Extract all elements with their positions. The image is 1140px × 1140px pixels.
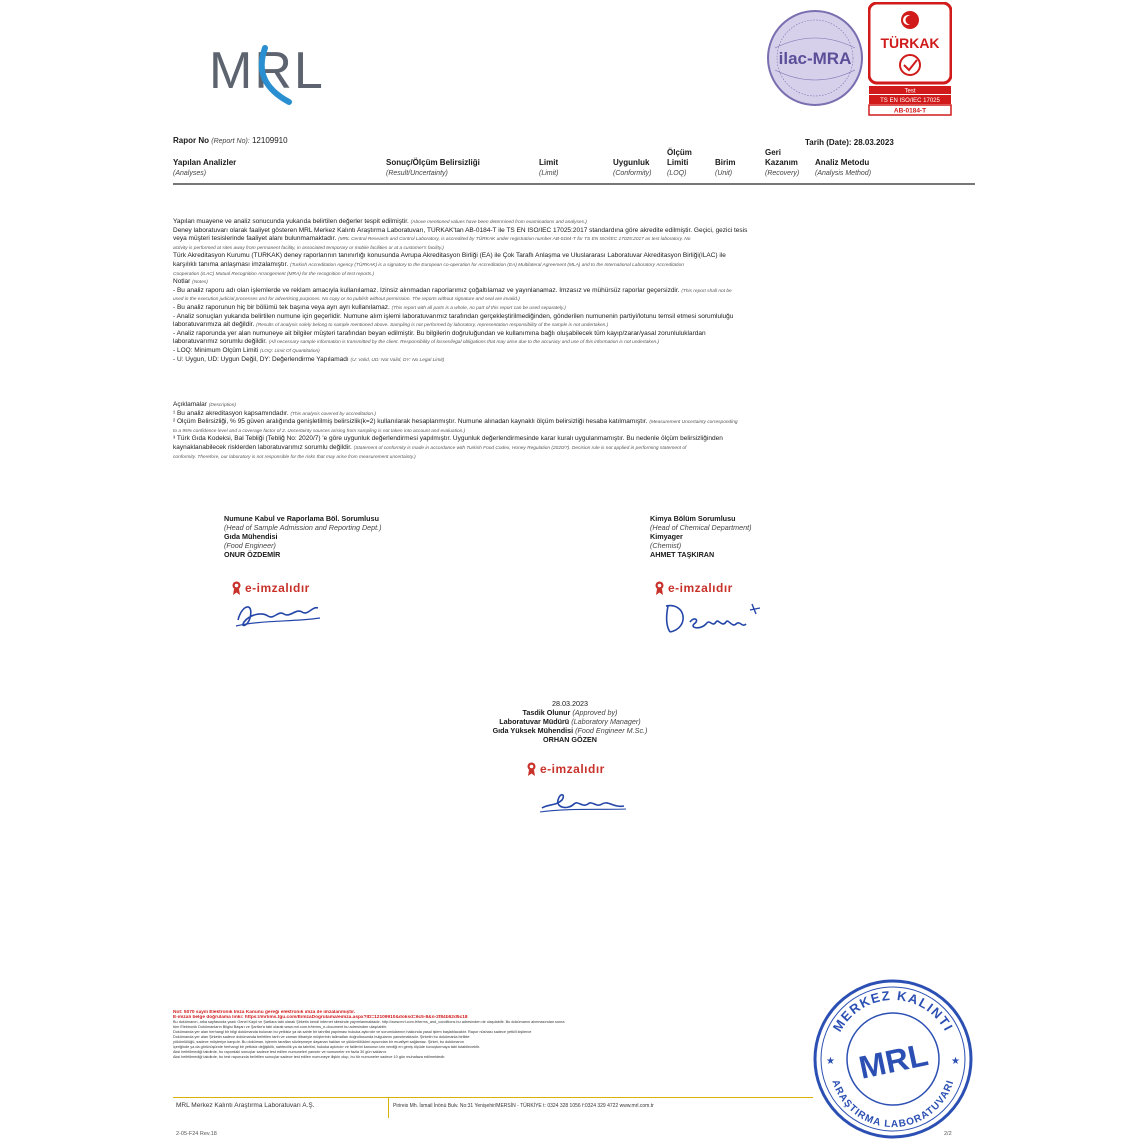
note-en: used in the execution judicial processes and for advertising purposes. No copy or no publish without permission. The reports without signature and seal are invalid.)	[173, 297, 520, 303]
sig-center-name: ORHAN GÖZEN	[543, 735, 597, 744]
col-analyses-tr: Yapılan Analizler	[173, 158, 237, 167]
note-line	[173, 321, 973, 330]
col-method	[815, 158, 871, 179]
desc-text: ³ Türk Gıda Kodeksi, Bal Tebliği (Tebliğ No: 2020/7) 'e göre uygunluk değerlendirmesi yapılmıştır. Uygunluk değerlendirmesinde karar kuralı uygulanmamıştır. Bu nedenle ölçüm belirsizliğinden	[173, 435, 723, 443]
ribbon-icon	[232, 581, 241, 595]
col-conformity-tr: Uygunluk	[613, 158, 650, 167]
sig-right-name: AHMET TAŞKIRAN	[650, 550, 715, 559]
col-result	[386, 158, 480, 179]
col-result-tr: Sonuç/Ölçüm Belirsizliği	[386, 158, 480, 167]
notes-block	[173, 218, 973, 364]
note-line	[173, 244, 973, 253]
form-code: 2-05-F24 Rev.18	[176, 1131, 217, 1137]
note-text: Yapılan muayene ve analiz sonucunda yukarıda belirtilen değerler tespit edilmiştir.	[173, 218, 409, 225]
footer-rule	[173, 1097, 813, 1098]
report-no-label: Rapor No	[173, 136, 209, 145]
note-en: (MRL Central Research and Control Laboratory, is accredited by TÜRKAK under registration number AB-0184-T for TS EN ISO/IEC 17025:2017 as test laboratory. No	[338, 237, 691, 243]
desc-en: (Measurement Uncertainty corresponding	[649, 420, 738, 426]
desc-text: ¹ Bu analiz akreditasyon kapsamındadır.	[173, 409, 289, 417]
report-no-value: 12109910	[251, 136, 288, 145]
note-line	[173, 356, 973, 365]
page-number: 2/2	[944, 1131, 952, 1137]
note-text: karşılıklı tanıma anlaşması imzalamıştır.	[173, 260, 289, 268]
desc-en: to a 95% confidence level and a coverage factor of 2. Uncertainty sources arising from sampling is not taken into account and evaluation.)	[173, 428, 466, 434]
desc-line	[173, 444, 973, 453]
esig-badge-right	[655, 581, 733, 595]
star-icon: ★	[951, 1056, 960, 1067]
col-analyses	[173, 158, 236, 179]
col-unit	[715, 158, 735, 179]
note-en: (LOQ: Limit Of Quantitation)	[260, 348, 320, 354]
note-en: (This report shall not be	[681, 288, 732, 294]
col-conformity-en: (Conformity)	[613, 170, 652, 177]
results-table-header	[173, 148, 975, 182]
note-en: (This report with all parts is a whole, no part of this report can be used separately.)	[391, 305, 566, 311]
description-title	[173, 401, 973, 410]
footer-fine-line: yükümlülüğü, sadece müşteriye karşıdır. Bu doküman, işlemin tarafları sözleşmeye dayanan hakları ve yükümlülükleri açısından bir muafiyet sağlamaz. Şirket, bu dokümanın	[173, 1040, 464, 1044]
note-text: - LOQ: Minimum Ölçüm Limiti	[173, 346, 259, 354]
ilac-mra-logo	[765, 8, 865, 108]
footer-fine-line: Dokümanda yer alan Şirketin sadece dokümanda belirtilen tarih ve zaman itibariyle müşterinin talimatları doğrultusunda bulgularını yansıtmaktadır. Şirketin bu dokümanla birlikte	[173, 1035, 470, 1039]
note-text: veya müşteri tesislerinde faaliyet alanı bulunmamaktadır.	[173, 235, 337, 243]
sig-left-title: Gıda Mühendisi	[224, 532, 278, 541]
handwritten-signature-left	[232, 598, 324, 632]
footer-verify-link: E-imzalı belge doğrulama linki: https://mrlims.tgu.com/EimzaDogrulama/eimza.aspx?ID=12109910&doksd=6c5-8&n-2f84b52d5c18	[173, 1015, 468, 1020]
footer-fine-line: içeriğinde ya da görünüşünde herhangi bir yetkisiz değişiklik, sahtecilik ya da tahrifat, hukuka aykırıdır ve faillerini kanunun izin verdiği en geniş ölçüde kovuşturmaya tabi tutabilecektir.	[173, 1045, 481, 1049]
esig-badge-center	[527, 762, 605, 776]
approval-label: Tasdik Olunur	[522, 708, 571, 717]
desc-title-en: (Description)	[208, 403, 236, 408]
col-limit	[539, 158, 558, 179]
desc-line	[173, 427, 973, 436]
note-line	[173, 278, 973, 287]
col-recovery-en: (Recovery)	[765, 170, 800, 177]
footer-fine-line: Dokümanda yer alan herhangi bir bilgi dokümanda bulunan bu yetkisiz ya da sahte bir tahrifat yapılması hukuka aykırıdır ve sorumlularının hakkında yasal işlem başlatılacaktır. Rapor nüshası sadece yetkili kişilerce	[173, 1030, 532, 1034]
turkak-logo	[868, 2, 952, 120]
turkak-std: TS EN ISO/IEC 17025	[880, 98, 940, 104]
note-line	[173, 330, 973, 339]
note-text: laboratuvarımız sorumlu değildir.	[173, 338, 267, 346]
note-en: (Notes)	[192, 280, 208, 286]
desc-line	[173, 410, 973, 419]
note-line	[173, 347, 973, 356]
company-stamp	[812, 978, 974, 1140]
col-conformity	[613, 158, 652, 179]
sig-center-role: Laboratuvar Müdürü	[499, 717, 570, 726]
report-date	[805, 138, 894, 148]
note-line	[173, 313, 973, 322]
desc-line	[173, 453, 973, 462]
desc-en: conformity. Therefore, our laboratory is not responsible for the risks that may arise from measurement uncertainty.)	[173, 454, 416, 460]
note-line	[173, 227, 973, 236]
note-line	[173, 252, 973, 261]
col-unit-tr: Birim	[715, 158, 736, 167]
esig-label: e-imzalıdır	[245, 581, 310, 595]
sig-left-role-en: (Head of Sample Admission and Reporting Dept.)	[224, 523, 382, 532]
sig-right-title-en: (Chemist)	[650, 541, 682, 550]
footer-divider	[388, 1098, 389, 1118]
note-text: Notlar	[173, 278, 191, 286]
note-line	[173, 295, 973, 304]
sig-right-title: Kimyager	[650, 532, 683, 541]
note-en: (U: Valid, UD: Not Valid, DY: No Legal Limit)	[350, 357, 445, 363]
sig-right-role: Kimya Bölüm Sorumlusu	[650, 514, 736, 523]
sig-center-role-en: (Laboratory Manager)	[571, 717, 641, 726]
note-en: (Above mentioned values have been determined from examinations and analyses.)	[410, 220, 587, 225]
esig-badge-left	[232, 581, 310, 595]
desc-line	[173, 418, 973, 427]
desc-title-text: Açıklamalar	[173, 401, 207, 408]
ilac-mra-text: ilac-MRA	[778, 49, 852, 68]
note-text: - U: Uygun, UD: Uygun Değil, DY: Değerlendirme Yapılamadı	[173, 355, 349, 363]
note-line	[173, 218, 973, 227]
note-en: (Results of analysis solely belong to sample mentioned above. Sampling is not performed by laboratory, representation responsibility of the sample is not undertaken.)	[256, 323, 609, 329]
col-result-en: (Result/Uncertainty)	[386, 170, 448, 177]
col-recovery-tr: Geri Kazanım	[765, 148, 798, 167]
mrl-logo-text: MRL	[209, 42, 325, 100]
signature-right	[650, 514, 751, 559]
note-en: (Turkish Accreditation Agency (TÜRKAK) is a signatory to the European co-operation for Accreditation (EA) Multilateral Agreement (MLA) and to the International Laboratory Accreditation	[290, 262, 684, 268]
note-line	[173, 287, 973, 296]
note-text: Deney laboratuvarı olarak faaliyet gösteren MRL Merkez Kalıntı Araştırma Laboratuvarı, TÜRKAK'tan AB-0184-T ile TS EN ISO/IEC 17025:2017 standardına göre akredite edilmiştir. Geçici, gezici tesis	[173, 226, 748, 234]
col-loq-tr: Ölçüm Limiti	[667, 148, 692, 167]
header-rule	[173, 183, 975, 185]
mrl-logo	[205, 30, 335, 110]
footer-fine-line: Bu dokümanın, arka sayfasında yazılı Genel Kayıt ve Şartlara tabi olarak Şirketin kendi internet sitesinde yayımlanmaktadır. http://www.mrl.com.tr/terms_and_conditions bu adresinden de ulaşılabilir. Bu dokümanın alınmasından sonra	[173, 1020, 565, 1024]
sig-left-role: Numune Kabul ve Raporlama Böl. Sorumlusu	[224, 514, 379, 523]
sig-center-title: Gıda Yüksek Mühendisi	[492, 726, 574, 735]
approval-label-en: (Approved by)	[572, 708, 618, 717]
note-text: - Analiz sonuçları yukarıda belirtilen numune için geçerlidir. Numune alım işlemi laboratuvarımız tarafından gerçekleştirilmediğinden, gönderilen numunenin partiyi/lotunu temsil etmesi sorumluluğu	[173, 312, 734, 320]
col-recovery	[765, 148, 809, 179]
handwritten-signature-right	[660, 598, 770, 638]
footer-address: Pirireis Mh. İsmail İnönü Bulv. No:31 Yenişehir/MERSİN - TÜRKİYE t: 0324 328 1056 f:0324 329 4722 www.mrl.com.tr	[393, 1103, 654, 1109]
footer-fine-line: tüm Elektronik Dokümanların Bilgisi Başarı ve Şartlar'a tabi olarak www.mrl.com.tr/terms_e-document bu adresinden ulaşılabilir.	[173, 1025, 388, 1029]
ribbon-icon	[655, 581, 664, 595]
note-en: (All necessary sample information is transmitted by the client. Responsibility of losses/legal obligations that may arise due to the accuracy and use of this information is not undertaken.)	[268, 340, 660, 346]
col-unit-en: (Unit)	[715, 170, 733, 177]
desc-en: (Statement of conformity is made in accordance with Turkish Food Codex, Honey Regulation (2020/7). Decision rule is not applied in performing statement of	[353, 445, 687, 451]
col-limit-tr: Limit	[539, 158, 559, 167]
description-block	[173, 401, 973, 461]
footer-fine-line: Aksi belirtilmediği takdirde, bu rapordaki sonuçlar sadece test edilen numuneleri yansıtır ve numuneler en fazla 30 gün saklanır.	[173, 1050, 387, 1054]
footer-esign-note: Not: 5070 sayılı Elektronik İmza Kanunu gereği elektronik imza ile imzalanmıştır.	[173, 1010, 356, 1015]
note-line	[173, 261, 973, 270]
ribbon-icon	[527, 762, 536, 776]
note-text: laboratuvarımıza ait değildir.	[173, 321, 255, 329]
stamp-center-text: MRL	[855, 1036, 932, 1086]
col-limit-en: (Limit)	[539, 170, 559, 177]
note-line	[173, 338, 973, 347]
footer-legal	[173, 1010, 813, 1060]
footer-fine-line: Aksi belirtilmediği takdirde, bu test raporunda belirtilen sonuçlar sadece test edilen numuneye ilişkin olup, bu tür numuneler sadece 10 gün muhafaza edilmektedir.	[173, 1055, 446, 1059]
sig-right-role-en: (Head of Chemical Department)	[650, 523, 752, 532]
note-text: - Bu analiz raporu adı olan işlemlerde ve reklam amacıyla kullanılamaz. İzinsiz alınmadan raporlarımız çoğaltılamaz ve yayınlanamaz. İmzasız ve mühürsüz raporlar geçersizdir.	[173, 286, 680, 294]
desc-en: (This analysis covered by accreditation.)	[290, 411, 377, 417]
signature-center	[380, 699, 760, 744]
stamp-top-text: MERKEZ KALINTI	[829, 987, 957, 1035]
col-analyses-en: (Analyses)	[173, 170, 207, 177]
report-number-row	[173, 136, 288, 147]
report-no-label-en: (Report No):	[211, 138, 250, 145]
handwritten-signature-center	[538, 782, 628, 816]
report-date-label: Tarih (Date): 28.03.2023	[805, 138, 894, 147]
turkak-name: TÜRKAK	[880, 35, 940, 51]
turkak-no: AB-0184-T	[893, 107, 927, 115]
signature-left	[224, 514, 382, 559]
col-method-en: (Analysis Method)	[815, 170, 872, 177]
note-line	[173, 270, 973, 279]
esig-label: e-imzalıdır	[668, 581, 733, 595]
approval-date: 28.03.2023	[552, 699, 588, 708]
note-text: - Analiz raporunda yer alan numuneye ait bilgiler müşteri tarafından beyan edilmiştir. Bu bilgilerin doğruluğundan ve kullanımına bağlı oluşabilecek tüm kayıp/zarar/yasal zorunluluklardan	[173, 329, 706, 337]
sig-left-title-en: (Food Engineer)	[224, 541, 276, 550]
desc-text: ² Ölçüm Belirsizliği, % 95 güven aralığında genişletilmiş belirsizlik(k=2) kullanılarak hesaplanmıştır. Numune alınadan kaynaklı ölçüm belirsizliği hesaba katılmamıştır.	[173, 418, 648, 426]
note-line	[173, 304, 973, 313]
turkak-test: Test	[904, 88, 916, 95]
esig-label: e-imzalıdır	[540, 762, 605, 776]
stamp-bottom-text: ARAŞTIRMA LABORATUVARI	[829, 1078, 957, 1131]
desc-text: kaynaklanabilecek risklerden laboratuvarımız sorumlu değildir.	[173, 443, 352, 451]
note-line	[173, 235, 973, 244]
star-icon: ★	[826, 1056, 835, 1067]
note-en: activity is performed at sites away from permanent facility, in associated temporary or mobile facilities or at a customer's facility.)	[173, 245, 444, 251]
desc-line	[173, 435, 973, 444]
sig-left-name: ONUR ÖZDEMİR	[224, 550, 281, 559]
note-text: Türk Akreditasyon Kurumu (TÜRKAK) deney raporlarının tanınırlığı konusunda Avrupa Akreditasyon Birliği (EA) ile Çok Taraflı Anlaşma ve Uluslararası Laboratuvar Akreditasyon Birliği(ILAC) ile	[173, 252, 726, 260]
note-text: - Bu analiz raporunun hiç bir bölümü tek başına veya ayrı ayrı kullanılamaz.	[173, 303, 390, 311]
note-en: Cooperation (ILAC) Mutual Recognition Arrangement (MRA) for the recognition of test reports.)	[173, 271, 375, 277]
footer-lab-name: MRL Merkez Kalıntı Araştırma Laboratuvarı A.Ş.	[176, 1102, 315, 1109]
col-method-tr: Analiz Metodu	[815, 158, 870, 167]
sig-center-title-en: (Food Engineer M.Sc.)	[575, 726, 648, 735]
col-loq	[667, 148, 707, 179]
col-loq-en: (LOQ)	[667, 170, 687, 177]
